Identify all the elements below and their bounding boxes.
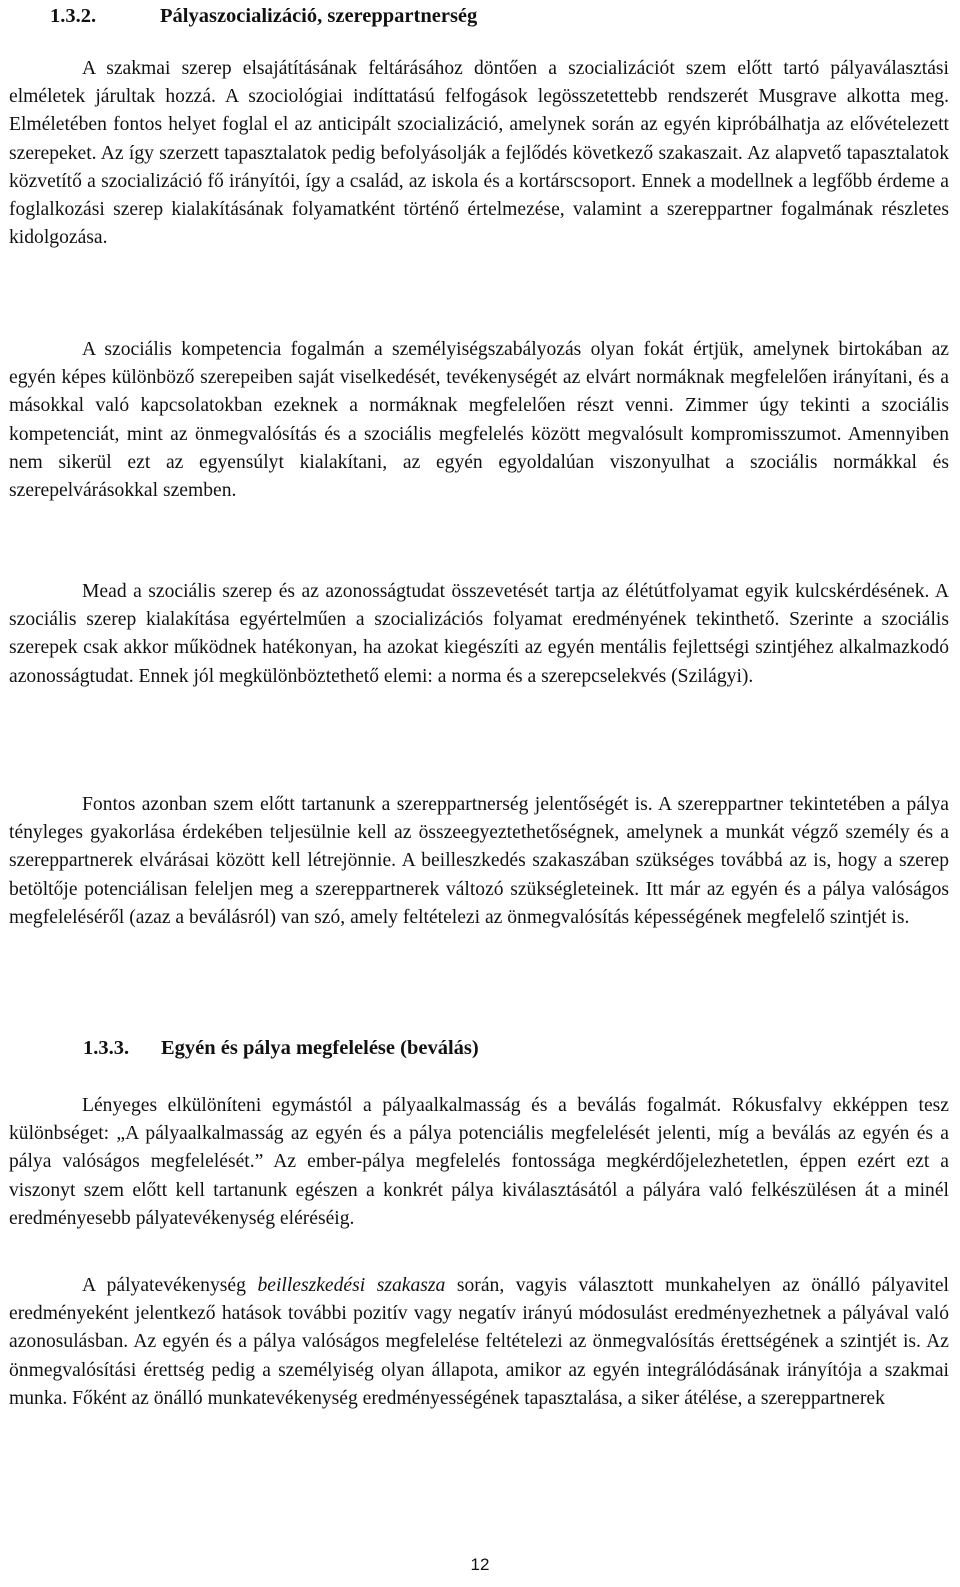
body-paragraph: Mead a szociális szerep és az azonosságtudat összevetését tartja az élétútfolyamat egyik kulcskérdésének. A szociális szerep kialakítása egyértelműen a szocializációs folyamat eredményének tekinthető. Szerinte a szociális szerepek csak akkor működnek hatékonyan, ha azokat kiegészíti az egyén mentális fejlettségi szintjéhez alkalmazkodó azonosságtudat. Ennek jól megkülönböztethető elemi: a norma és a szerepcselekvés (Szilágyi). [9,581,949,687]
paragraph-text: A pályatevékenység [82,1275,258,1296]
section-title: Egyén és pálya megfelelése (beválás) [161,1037,479,1059]
page-number: 12 [470,1555,490,1574]
body-paragraph [9,1272,949,1413]
body-paragraph: Fontos azonban szem előtt tartanunk a szereppartnerség jelentőségét is. A szereppartner tekintetében a pálya tényleges gyakorlása érdekében teljesülnie kell az összeegyeztethetőségnek, amelynek a munkát végző személy és a szereppartnerek elvárásai között kell létrejönnie. A beilleszkedés szakaszában szükséges továbbá az is, hogy a szerep betöltője potenciálisan feleljen meg a szereppartnerek változó szükségleteinek. Itt már az egyén és a pálya valóságos megfeleléséről (azaz a beválásról) van szó, amely feltételezi az önmegvalósítás képességének megfelelő szintjét is. [9,794,949,928]
emphasized-term: beilleszkedési szakasza [257,1275,446,1296]
section-number: 1.3.2. [50,5,97,27]
body-paragraph: Lényeges elkülöníteni egymástól a pályaalkalmasság és a beválás fogalmát. Rókusfalvy ekképpen tesz különbséget: „A pályaalkalmasság az egyén és a pálya potenciális megfelelését jelenti, míg a beválás az egyén és a pálya valóságos megfelelését.” Az ember-pálya megfelelés fontossága megkérdőjelezhetetlen, éppen ezért ezt a viszonyt szem előtt kell tartanunk egészen a konkrét pálya kiválasztásától a pályára való felkészülésen át a minél eredményesebb pályatevékenység eléréséig. [9,1095,949,1229]
section-heading [83,1034,479,1062]
section-title: Pályaszocializáció, szereppartnerség [160,5,478,27]
body-paragraph: A szociális kompetencia fogalmán a személyiségszabályozás olyan fokát értjük, amelynek birtokában az egyén képes különböző szerepeiben saját viselkedését, tevékenységét az elvárt normáknak megfelelően irányítani, és a másokkal való kapcsolatokban ezeknek a normáknak megfelelően részt venni. Zimmer úgy tekinti a szociális kompetenciát, mint az önmegvalósítás és a szociális megfelelés között megvalósult kompromisszumot. Amennyiben nem sikerül ezt az egyensúlyt kialakítani, az egyén egyoldalúan viszonyulhat a szociális normákkal és szerepelvárásokkal szemben. [9,339,949,502]
section-heading [50,2,477,30]
body-paragraph: A szakmai szerep elsajátításának feltárásához döntően a szocializációt szem előtt tartó pályaválasztási elméletek járultak hozzá. A szociológiai indíttatású felfogások legösszetettebb rendszerét Musgrave alkotta meg. Elméletében fontos helyet foglal el az anticipált szocializáció, amelynek során az egyén kipróbálhatja az elővételezett szerepeket. Az így szerzett tapasztalatok pedig befolyásolják a fejlődés következő szakaszait. Az alapvető tapasztalatok közvetítő a szocializáció fő irányítói, így a család, az iskola és a kortárscsoport. Ennek a modellnek a legfőbb érdeme a foglalkozási szerep kialakításának folyamatként történő értelmezése, valamint a szereppartner fogalmának részletes kidolgozása. [9,58,949,249]
paragraph-text: során, vagyis választott munkahelyen az önálló pályavitel eredményeként jelentkező hatások további pozitív vagy negatív irányú módosulást eredményezhetnek a pályával való azonosulásban. Az egyén és a pálya valóságos megfelelése feltételezi az önmegvalósítás érettségének a szintjét is. Az önmegvalósítási érettség pedig a személyiség olyan állapota, amikor az egyén integrálódásának irányítója a szakmai munka. Főként az önálló munkatevékenység eredményességének tapasztalása, a siker átélése, a szereppartnerek [9,1275,949,1409]
section-number: 1.3.3. [83,1037,130,1059]
